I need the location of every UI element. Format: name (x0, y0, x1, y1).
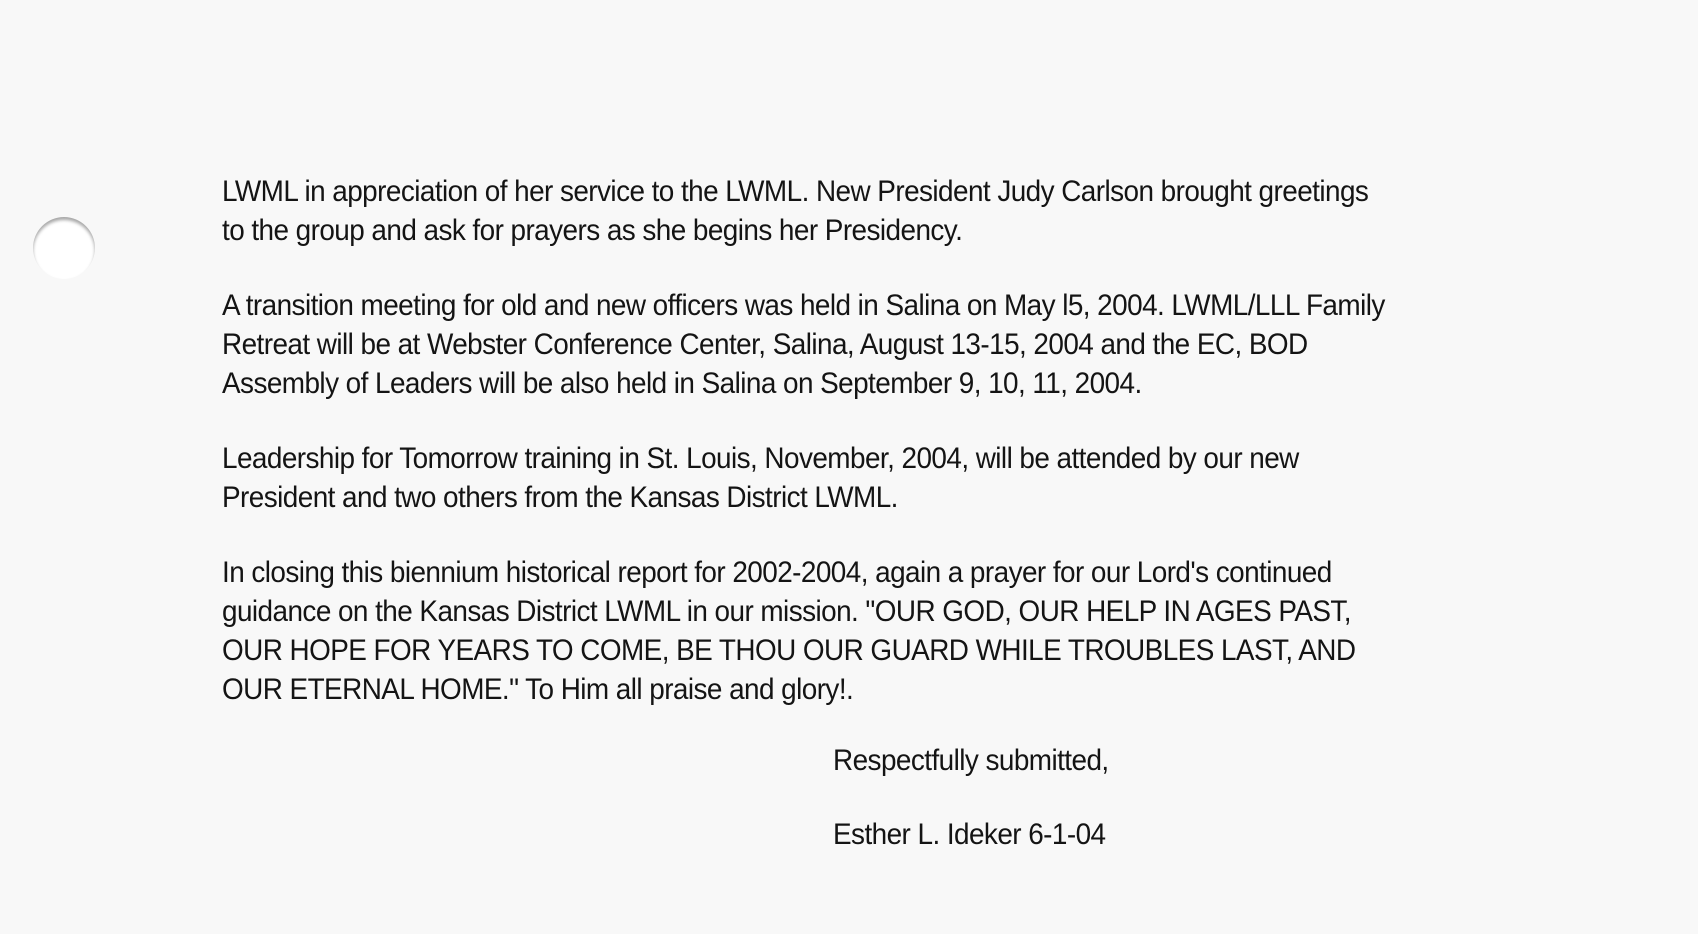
signature-line: Esther L. Ideker 6-1-04 (833, 818, 1106, 851)
document-body (222, 172, 1412, 745)
punch-hole (33, 217, 95, 279)
paragraph-closing-prayer: In closing this biennium historical report for 2002-2004, again a prayer for our Lord's continued guidance on the Kansas District LWML in our mission. "OUR GOD, OUR HELP IN AGES PAST, OUR HOPE FOR YEARS TO COME, BE THOU OUR GUARD WHILE TROUBLES LAST, AND OUR ETERNAL HOME." To Him all praise and glory!. (222, 556, 1356, 706)
paragraph-service-appreciation: LWML in appreciation of her service to the LWML. New President Judy Carlson brought greetings to the group and ask for prayers as she begins her Presidency. (222, 175, 1369, 247)
paragraph-leadership-training: Leadership for Tomorrow training in St. Louis, November, 2004, will be attended by our new President and two others from the Kansas District LWML. (222, 442, 1299, 514)
paragraph-transition-meeting: A transition meeting for old and new officers was held in Salina on May l5, 2004. LWML/LLL Family Retreat will be at Webster Conference Center, Salina, August 13-15, 2004 and the EC, BOD Assembly of Leaders will be also held in Salina on September 9, 10, 11, 2004. (222, 289, 1385, 400)
closing-line: Respectfully submitted, (833, 744, 1109, 777)
